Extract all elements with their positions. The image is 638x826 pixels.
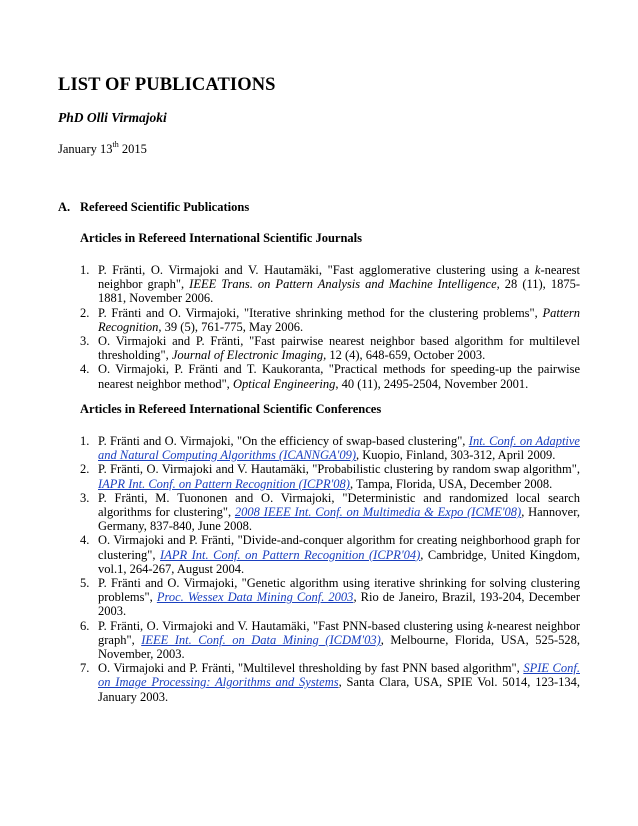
item-details: 12 (4), 648-659, October 2003. [326, 348, 486, 363]
item-venue: Optical Engineering [232, 376, 336, 391]
item-details: , Cambridge, United Kingdom, vol.1, 264-267, August 2004. [98, 547, 580, 576]
item-details: , Kuopio, Finland, 303-312, April 2009. [356, 448, 556, 463]
item-details: , 40 (11), 2495-2504, November 2001. [335, 376, 529, 391]
author-name: PhD Olli Virmajoki [58, 110, 167, 125]
item-number: 1. [80, 263, 90, 277]
item-details: , Melbourne, Florida, USA, 525-528, November, 2003. [98, 632, 580, 662]
item-authors-title: O. Virmajoki and P. Fränti, "Multilevel thresholding by fast PNN based algorithm", [98, 661, 524, 676]
item-details: , Hannover, Germany, 837-840, June 2008. [98, 505, 580, 534]
item-title-rest: -nearest neighbor graph", [98, 263, 580, 292]
list-item [80, 661, 580, 704]
item-number: 6. [80, 618, 90, 633]
list-item [80, 434, 580, 462]
item-authors-title: P. Fränti, M. Tuononen and O. Virmajoki, "Deterministic and randomized local search algorithms for clustering", [98, 490, 580, 520]
conference-link[interactable]: IAPR Int. Conf. on Pattern Recognition (ICPR'04) [160, 547, 421, 562]
list-item [80, 263, 580, 306]
conference-link[interactable]: IAPR Int. Conf. on Pattern Recognition (ICPR'08) [98, 476, 350, 491]
conferences-heading: Articles in Refereed International Scientific Conferences [80, 402, 382, 416]
conference-link[interactable]: IEEE Int. Conf. on Data Mining (ICDM'03) [141, 632, 381, 647]
page-title: LIST OF PUBLICATIONS [58, 75, 276, 95]
item-k-symbol: k [486, 618, 493, 633]
date-prefix: January 13 [58, 142, 113, 156]
journal-list [80, 263, 580, 391]
item-details: , Tampa, Florida, USA, December 2008. [349, 476, 553, 491]
item-number: 7. [80, 661, 90, 676]
item-number: 4. [80, 533, 90, 548]
item-authors-title: P. Fränti, O. Virmajoki and V. Hautamäki, "Fast PNN-based clustering using [98, 618, 487, 633]
list-item [80, 334, 580, 362]
journals-heading: Articles in Refereed International Scientific Journals [80, 231, 363, 245]
item-number: 2. [80, 305, 90, 320]
item-venue: Journal of Electronic Imaging, [171, 348, 327, 363]
item-details: 39 (5), 761-775, May 2006. [161, 319, 304, 334]
date-suffix: th [112, 140, 119, 149]
item-number: 1. [80, 434, 90, 448]
item-authors-title: O. Virmajoki, P. Fränti and T. Kaukoranta, "Practical methods for speeding-up the pairwise nearest neighbor method", [98, 362, 580, 391]
conference-link[interactable]: Proc. Wessex Data Mining Conf. 2003 [156, 590, 354, 605]
list-item [80, 576, 580, 619]
list-item [80, 619, 580, 662]
item-venue: IEEE Trans. on Pattern Analysis and Machine Intelligence, [189, 277, 500, 292]
item-authors-title: O. Virmajoki and P. Fränti, "Divide-and-conquer algorithm for creating neighborhood graph for clustering", [98, 533, 580, 562]
conference-link[interactable]: 2008 IEEE Int. Conf. on Multimedia & Expo (ICME'08) [234, 505, 522, 520]
item-authors-title: P. Fränti and O. Virmajoki, "Genetic algorithm using iterative shrinking for solving clustering problems", [98, 576, 580, 605]
section-heading [58, 200, 249, 215]
list-item [80, 306, 580, 334]
item-details: 28 (11), 1875-1881, November 2006. [98, 277, 580, 306]
item-k-symbol: k [534, 263, 541, 277]
item-authors-title: P. Fränti and O. Virmajoki, "Iterative shrinking method for the clustering problems", [98, 305, 543, 320]
conference-link[interactable]: Int. Conf. on Adaptive and Natural Computing Algorithms (ICANNGA'09) [98, 434, 580, 463]
item-number: 3. [80, 334, 90, 349]
list-item [80, 491, 580, 534]
item-details: , Santa Clara, USA, SPIE Vol. 5014, 123-134, January 2003. [98, 675, 580, 704]
date-year: 2015 [118, 142, 147, 156]
section-letter: A. [58, 200, 71, 214]
section-label: Refereed Scientific Publications [80, 200, 250, 214]
item-authors-title: O. Virmajoki and P. Fränti, "Fast pairwise nearest neighbor based algorithm for multilevel thresholding", [98, 334, 580, 363]
item-number: 4. [80, 362, 90, 377]
item-authors-title: P. Fränti, O. Virmajoki and V. Hautamäki, "Fast agglomerative clustering using a [98, 263, 535, 277]
conference-link[interactable]: SPIE Conf. on Image Processing: Algorithms and Systems [98, 661, 580, 690]
document-date [58, 142, 147, 157]
item-details: , Rio de Janeiro, Brazil, 193-204, December 2003. [98, 590, 580, 619]
list-item [80, 533, 580, 576]
item-venue: Pattern Recognition, [98, 305, 580, 334]
item-number: 5. [80, 576, 90, 591]
conference-list [80, 434, 580, 704]
list-item [80, 462, 580, 490]
item-number: 2. [80, 462, 90, 477]
item-title-rest: -nearest neighbor graph", [98, 618, 580, 647]
item-number: 3. [80, 490, 90, 505]
item-authors-title: P. Fränti and O. Virmajoki, "On the efficiency of swap-based clustering", [98, 434, 469, 448]
item-authors-title: P. Fränti, O. Virmajoki and V. Hautamäki, "Probabilistic clustering by random swap algorithm", [98, 462, 580, 477]
list-item [80, 362, 580, 390]
